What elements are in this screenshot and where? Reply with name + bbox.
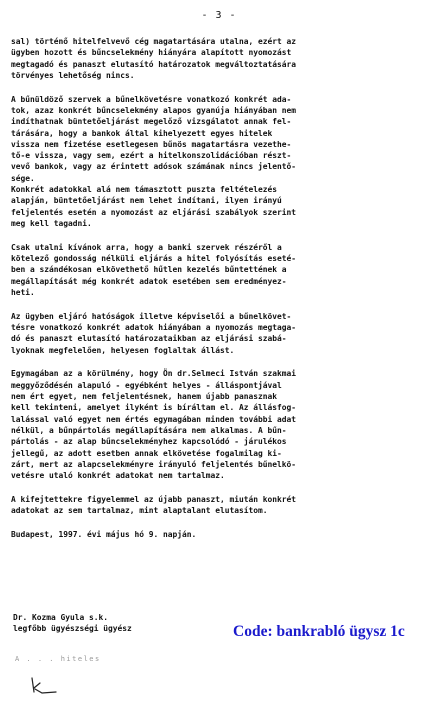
faded-stamp-text: A . . . hiteles	[15, 655, 101, 663]
text-line: tésre vonatkozó konkrét adatok hiányában a nyomozás megtaga-	[11, 323, 297, 333]
page-number: - 3 -	[201, 10, 237, 21]
text-line: feljelentés esetén a nyomozást az eljárási szabályok szerint	[11, 207, 297, 217]
text-line: kötelező gondosság nélküli eljárás a hitel folyósítás eseté-	[11, 254, 297, 264]
text-line: ben a szándékosan elkövethető hűtlen kezelés bűntettének a	[11, 265, 287, 275]
text-line: vissza nem fizetése esetlegesen bűnös magatartásra vezethe-	[11, 139, 292, 149]
signatory-title: legfőbb ügyészségi ügyész	[13, 624, 132, 634]
text-line: Konkrét adatokkal alá nem támasztott puszta feltételezés	[11, 185, 278, 195]
text-line: lalással való egyet nem értés egymagában minden további adat	[11, 414, 297, 424]
text-line: dó és panaszt elutasító határozataikban az eljárási szabá-	[11, 334, 287, 344]
text-line: tok, azaz konkrét bűncselekmény alapos gyanúja hiányában nem	[11, 105, 297, 115]
text-line: indíthatnak büntetőeljárást megelőző vizsgálatot annak fel-	[11, 117, 292, 127]
date-line	[11, 529, 429, 540]
text-line: zárt, mert az alapcselekményre irányuló feljelentés bűnelkö-	[11, 459, 297, 469]
text-line: sége.	[11, 173, 35, 183]
text-line: Az ügyben eljáró hatóságok illetve képviselői a bűnelkövet-	[11, 311, 292, 321]
text-line: vetésre utaló konkrét adatokat nem tartalmaz.	[11, 471, 225, 481]
text-line: megállapítását még konkrét adatok esetében sem eredményez-	[11, 276, 287, 286]
text-line: sal) történő hitelfelvevő cég magatartására utalna, ezért az	[11, 37, 297, 46]
text-line: meg kell tagadni.	[11, 218, 92, 228]
text-line: törvényes lehetőség nincs.	[11, 70, 135, 80]
text-line: A bűnüldöző szervek a bűnelkövetésre vonatkozó konkrét ada-	[11, 94, 292, 104]
text-line: megtagadó és panaszt elutasító határozatok megváltoztatására	[11, 59, 297, 69]
signatory-name: Dr. Kozma Gyula s.k.	[13, 613, 109, 622]
text-line: kell tekinteni, amelyet ilyként is bíráltam el. Az állásfog-	[11, 403, 297, 413]
text-line: tárására, hogy a bankok által kihelyezett egyes hitelek	[11, 128, 273, 138]
code-label: Code: bankrabló ügysz 1c	[233, 623, 405, 640]
text-line: adatokat az sem tartalmaz, mint alaptalant elutasítom.	[11, 506, 268, 516]
paragraph	[11, 368, 429, 481]
text-line: meggyőződésén alapuló - egyébként helyes - álláspontjával	[11, 380, 282, 390]
text-line: Csak utalni kívánok arra, hogy a banki szervek részéről a	[11, 242, 282, 252]
text-line: lyoknak megfelelően, helyesen foglaltak állást.	[11, 345, 235, 355]
paragraph	[11, 242, 429, 298]
text-line: A kifejtettekre figyelemmel az újabb panaszt, miután konkrét	[11, 494, 297, 504]
document-body	[11, 36, 429, 553]
text-line: vevő bankok, vagy az érintett adósok számának nincs jelentő-	[11, 162, 297, 172]
paragraph	[11, 36, 429, 81]
text-line: tő-e vissza, vagy sem, ezért a hitelkonszolidációban részt-	[11, 151, 292, 161]
handwritten-signature-mark	[26, 676, 66, 696]
text-line: nem ért egyet, nem feljelentésnek, hanem újabb panasznak	[11, 392, 278, 402]
text-line: Budapest, 1997. évi május hó 9. napján.	[11, 529, 197, 539]
text-line: ügyben hozott és bűncselekmény hiányára alapított nyomozást	[11, 48, 292, 58]
text-line: jellegű, az adott esetben annak elkövetése fogalmilag ki-	[11, 448, 282, 458]
text-line: nélkül, a bűnpártolás megállapítására nem alkalmas. A bűn-	[11, 425, 287, 435]
text-line: alapján, büntetőeljárást nem lehet indítani, ilyen irányú	[11, 196, 282, 206]
text-line: Egymagában az a körülmény, hogy Ön dr.Selmeci István szakmai	[11, 369, 297, 379]
text-line: heti.	[11, 287, 35, 297]
paragraph	[11, 494, 429, 517]
text-line: pártolás - az alap bűncselekményhez kapcsolódó - járulékos	[11, 437, 287, 447]
paragraph	[11, 311, 429, 356]
signature-block	[13, 612, 132, 635]
paragraph	[11, 94, 429, 230]
